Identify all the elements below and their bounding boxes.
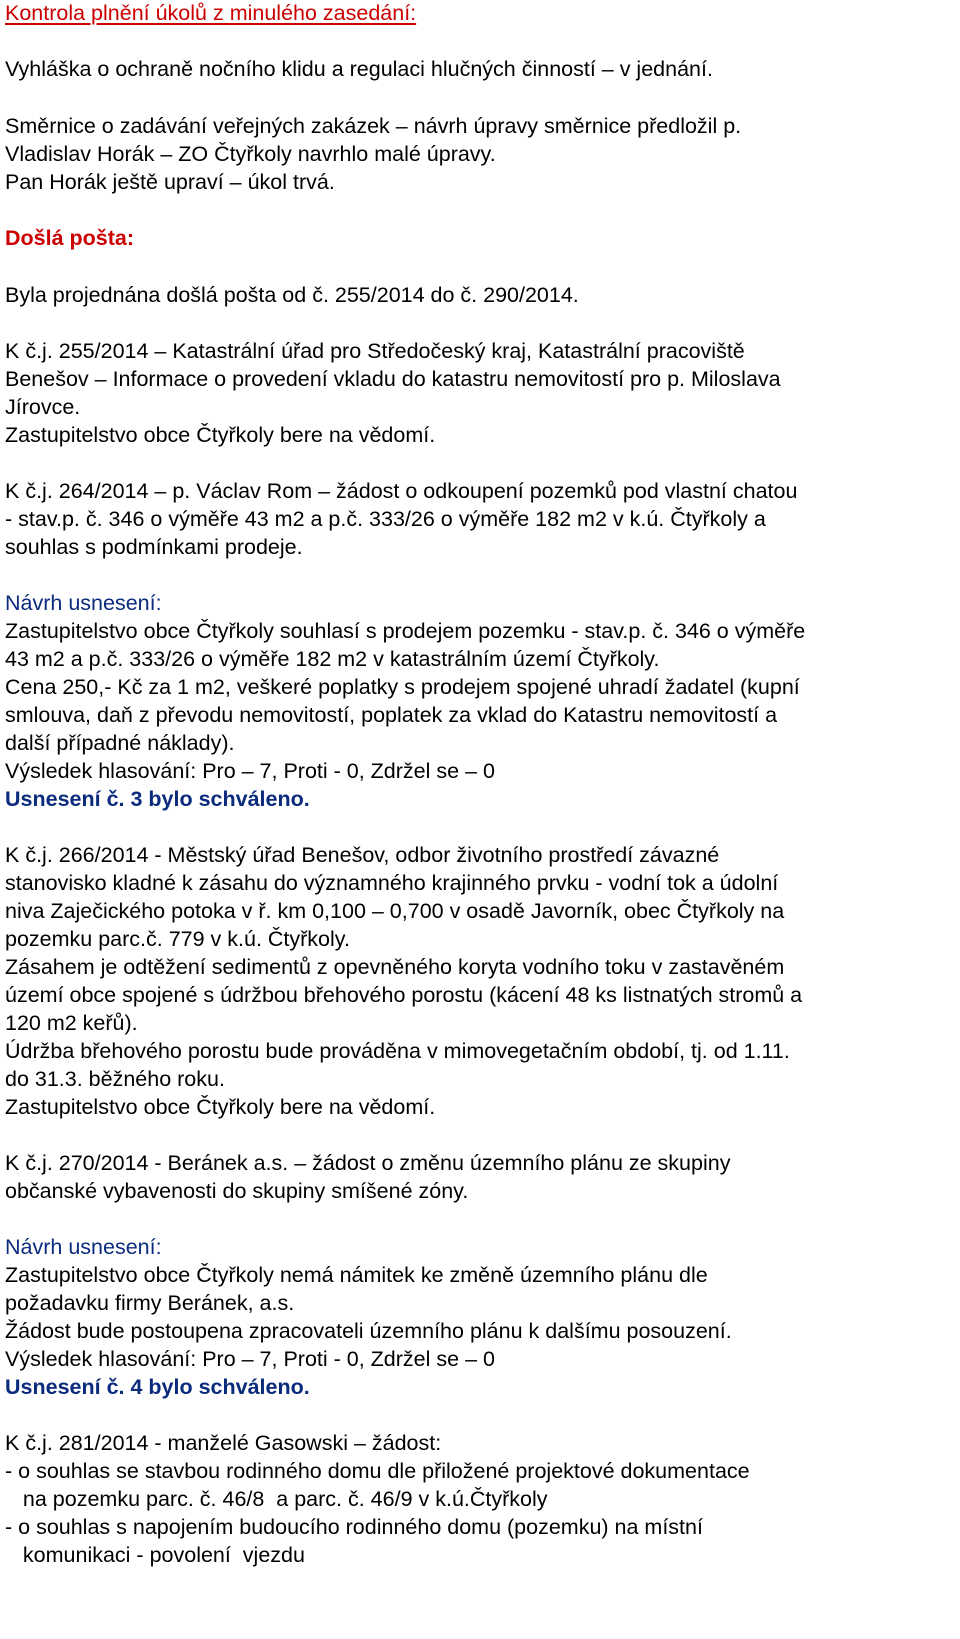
resolution-proposal-label: Návrh usnesení: xyxy=(5,591,162,615)
paragraph-line: Pan Horák ještě upraví – úkol trvá. xyxy=(5,170,335,194)
paragraph-line: Směrnice o zadávání veřejných zakázek – návrh úpravy směrnice předložil p. xyxy=(5,114,742,138)
paragraph-line: niva Zaječického potoka v ř. km 0,100 – 0,700 v osadě Javorník, obec Čtyřkoly na xyxy=(5,899,785,923)
paragraph-line: K č.j. 270/2014 - Beránek a.s. – žádost o změnu územního plánu ze skupiny xyxy=(5,1151,731,1175)
paragraph-line: 43 m2 a p.č. 333/26 o výměře 182 m2 v katastrálním území Čtyřkoly. xyxy=(5,647,660,671)
paragraph-line: K č.j. 266/2014 - Městský úřad Benešov, odbor životního prostředí závazné xyxy=(5,843,720,867)
paragraph-line: K č.j. 255/2014 – Katastrální úřad pro Středočeský kraj, Katastrální pracoviště xyxy=(5,339,745,363)
resolution-proposal-label: Návrh usnesení: xyxy=(5,1235,162,1259)
paragraph-line: Údržba břehového porostu bude prováděna v mimovegetačním období, tj. od 1.11. xyxy=(5,1039,790,1063)
paragraph-line: souhlas s podmínkami prodeje. xyxy=(5,535,303,559)
paragraph-line: Cena 250,- Kč za 1 m2, veškeré poplatky s prodejem spojené uhradí žadatel (kupní xyxy=(5,675,800,699)
paragraph-line: stanovisko kladné k zásahu do významného krajinného prvku - vodní tok a údolní xyxy=(5,871,779,895)
paragraph-line: K č.j. 281/2014 - manželé Gasowski – žádost: xyxy=(5,1431,442,1455)
list-item-line: - o souhlas s napojením budoucího rodinného domu (pozemku) na místní xyxy=(5,1515,703,1539)
paragraph-line: požadavku firmy Beránek, a.s. xyxy=(5,1291,295,1315)
paragraph-line: Byla projednána došlá pošta od č. 255/2014 do č. 290/2014. xyxy=(5,283,579,307)
resolution-approved: Usnesení č. 4 bylo schváleno. xyxy=(5,1375,310,1399)
paragraph-line: další případné náklady). xyxy=(5,731,235,755)
paragraph-line: Jírovce. xyxy=(5,395,81,419)
paragraph-line: smlouva, daň z převodu nemovitostí, poplatek za vklad do Katastru nemovitostí a xyxy=(5,703,778,727)
list-item-line: - o souhlas se stavbou rodinného domu dle přiložené projektové dokumentace xyxy=(5,1459,750,1483)
paragraph-line: Benešov – Informace o provedení vkladu do katastru nemovitostí pro p. Miloslava xyxy=(5,367,781,391)
list-item-line: na pozemku parc. č. 46/8 a parc. č. 46/9 v k.ú.Čtyřkoly xyxy=(5,1487,548,1511)
paragraph-line: Zastupitelstvo obce Čtyřkoly bere na vědomí. xyxy=(5,1095,436,1119)
paragraph-line: občanské vybavenosti do skupiny smíšené zóny. xyxy=(5,1179,469,1203)
paragraph-line: Zastupitelstvo obce Čtyřkoly souhlasí s prodejem pozemku - stav.p. č. 346 o výměře xyxy=(5,619,806,643)
vote-result: Výsledek hlasování: Pro – 7, Proti - 0, Zdržel se – 0 xyxy=(5,759,495,783)
vote-result: Výsledek hlasování: Pro – 7, Proti - 0, Zdržel se – 0 xyxy=(5,1347,495,1371)
section-heading-incoming-mail: Došlá pošta: xyxy=(5,226,135,250)
paragraph-line: - stav.p. č. 346 o výměře 43 m2 a p.č. 333/26 o výměře 182 m2 v k.ú. Čtyřkoly a xyxy=(5,507,766,531)
paragraph-line: pozemku parc.č. 779 v k.ú. Čtyřkoly. xyxy=(5,927,350,951)
paragraph-line: Zastupitelstvo obce Čtyřkoly nemá námitek ke změně územního plánu dle xyxy=(5,1263,708,1287)
paragraph-line: K č.j. 264/2014 – p. Václav Rom – žádost o odkoupení pozemků pod vlastní chatou xyxy=(5,479,798,503)
paragraph-line: Vyhláška o ochraně nočního klidu a regulaci hlučných činností – v jednání. xyxy=(5,57,713,81)
paragraph-line: Zásahem je odtěžení sedimentů z opevněného koryta vodního toku v zastavěném xyxy=(5,955,785,979)
paragraph-line: 120 m2 keřů). xyxy=(5,1011,138,1035)
paragraph-line: Vladislav Horák – ZO Čtyřkoly navrhlo malé úpravy. xyxy=(5,142,496,166)
list-item-line: komunikaci - povolení vjezdu xyxy=(5,1543,305,1567)
section-heading-task-review: Kontrola plnění úkolů z minulého zasedání: xyxy=(5,1,417,25)
paragraph-line: území obce spojené s údržbou břehového porostu (kácení 48 ks listnatých stromů a xyxy=(5,983,803,1007)
paragraph-line: Žádost bude postoupena zpracovateli územního plánu k dalšímu posouzení. xyxy=(5,1319,732,1343)
paragraph-line: do 31.3. běžného roku. xyxy=(5,1067,225,1091)
resolution-approved: Usnesení č. 3 bylo schváleno. xyxy=(5,787,310,811)
paragraph-line: Zastupitelstvo obce Čtyřkoly bere na vědomí. xyxy=(5,423,436,447)
